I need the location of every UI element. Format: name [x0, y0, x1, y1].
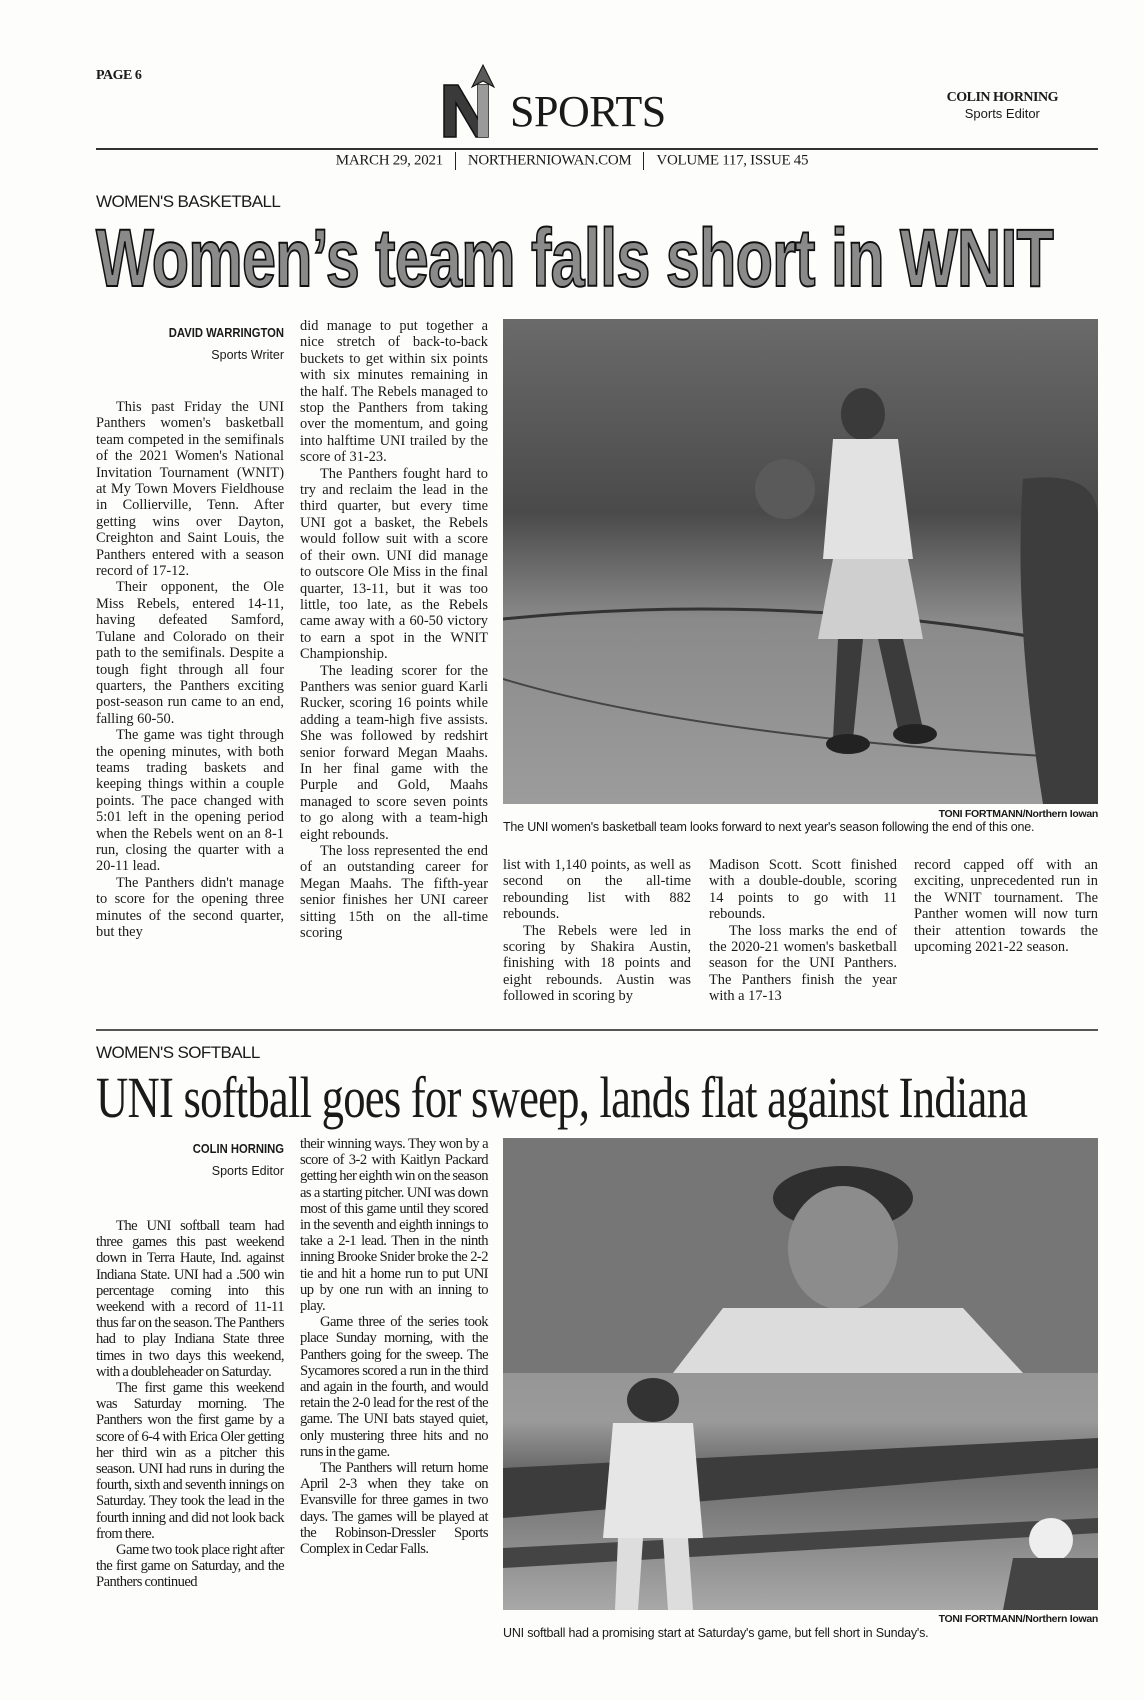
paragraph: Game two took place right after the first game on Saturday, and the Panthers continued [96, 1542, 284, 1591]
paragraph: The first game this weekend was Saturday morning. The Panthers won the first game by a score of 6-4 with Erica Oler getting her third win as a pitcher this season. UNI had runs in during the fourth, sixth and seventh innings on Saturday. They took the lead in the fourth inning and did not look back from there. [96, 1380, 284, 1542]
volume-issue: VOLUME 117, ISSUE 45 [656, 152, 809, 169]
basketball-column-5 [914, 857, 1098, 955]
paragraph: The loss represented the end of an outstanding career for Megan Maahs. The fifth-year senior finishes her UNI career sitting 15th on the all-time scoring [300, 843, 488, 942]
northern-iowan-logo [442, 63, 502, 139]
website-link[interactable]: NORTHERNIOWAN.COM [467, 152, 632, 169]
dateline [0, 152, 1144, 170]
paragraph: The game was tight through the opening minutes, with both teams trading baskets and keeping things within a couple points. The pace changed with 5:01 left in the opening period when the Rebels went on an 8-1 run, closing the quarter with a 20-11 lead. [96, 727, 284, 875]
paragraph: list with 1,140 points, as well as second on the all-time rebounding list with 882 rebounds. [503, 857, 691, 923]
softball-headline: UNI softball goes for sweep, lands flat against Indiana [96, 1065, 1028, 1130]
divider [643, 152, 644, 170]
issue-date: MARCH 29, 2021 [335, 152, 443, 169]
page-number: PAGE 6 [96, 68, 142, 83]
author-role: Sports Writer [211, 348, 284, 362]
basketball-column-3 [503, 857, 691, 1005]
paragraph: This past Friday the UNI Panthers women's basketball team competed in the semifinals of the 2021 Women's National Invitation Tournament (WNIT) at My Town Movers Fieldhouse in Collierville, Tenn. After getting wins over Dayton, Creighton and Saint Louis, the Panthers entered with a season record of 17-12. [96, 399, 284, 580]
section-divider [96, 1029, 1098, 1031]
basketball-photo-credit: TONI FORTMANN/Northern Iowan [938, 808, 1098, 820]
softball-byline [96, 1142, 284, 1178]
editor-role: Sports Editor [964, 106, 1040, 121]
basketball-photo [503, 319, 1098, 804]
basketball-column-2 [300, 318, 488, 941]
divider [455, 152, 456, 170]
softball-player-image [503, 1138, 1098, 1610]
section-editor [947, 90, 1058, 121]
basketball-player-image [503, 319, 1098, 804]
softball-kicker: WOMEN'S SOFTBALL [96, 1043, 260, 1062]
paragraph: The Rebels were led in scoring by Shakira Austin, finishing with 18 points and eight rebounds. Austin was followed in scoring by [503, 922, 691, 1005]
editor-name: COLIN HORNING [946, 90, 1058, 105]
paragraph: Madison Scott. Scott finished with a double-double, scoring 14 points to go with 11 rebounds. [709, 857, 897, 923]
paragraph: The Panthers will return home April 2-3 when they take on Evansville for three games in two days. The games will be played at the Robinson-Dressler Sports Complex in Cedar Falls. [300, 1460, 488, 1558]
basketball-kicker: WOMEN'S BASKETBALL [96, 192, 281, 211]
paragraph: record capped off with an exciting, unprecedented run in the WNIT tournament. The Panther women will now turn their attention towards the upcoming 2021-22 season. [914, 857, 1098, 956]
author-name: COLIN HORNING [192, 1142, 284, 1156]
basketball-byline [96, 326, 284, 362]
paragraph: The leading scorer for the Panthers was senior guard Karli Rucker, scoring 16 points while adding a team-high five assists. She was followed by redshirt senior forward Megan Maahs. In her final game with the Purple and Gold, Maahs managed to score seven points to go along with a team-high eight rebounds. [300, 662, 488, 843]
paragraph: their winning ways. They won by a score of 3-2 with Kaitlyn Packard getting her eighth win on the season as a starting pitcher. UNI was down most of this game until they scored in the seventh and eighth innings to take a 2-1 lead. Then in the ninth inning Brooke Snider broke the 2-2 tie and hit a home run to put UNI up by one run with an inning to play. [300, 1136, 488, 1315]
softball-photo [503, 1138, 1098, 1610]
softball-column-1 [96, 1218, 284, 1591]
softball-photo-caption: UNI softball had a promising start at Saturday's game, but fell short in Sunday's. [503, 1626, 929, 1640]
paragraph: Their opponent, the Ole Miss Rebels, entered 14-11, having defeated Samford, Tulane and Colorado on their path to the semifinals. Despite a tough fight through all four quarters, the Panthers exciting post-season run came to an end, falling 60-50. [96, 579, 284, 727]
paragraph: The UNI softball team had three games this past weekend down in Terra Haute, Ind. against Indiana State. UNI had a .500 win percentage coming into this weekend with a record of 11-11 thus far on the season. The Panthers had to play Indiana State three times in two days this weekend, with a doubleheader on Saturday. [96, 1218, 284, 1380]
softball-photo-credit: TONI FORTMANN/Northern Iowan [938, 1613, 1098, 1625]
masthead-rule [96, 148, 1098, 150]
paragraph: Game three of the series took place Sunday morning, with the Panthers going for the sweep. The Sycamores scored a run in the third and again in the fourth, and would retain the 2-0 lead for the rest of the game. The UNI bats stayed quiet, only mustering three hits and no runs in the game. [300, 1314, 488, 1460]
basketball-headline: Women’s team falls short in WNIT [96, 213, 1054, 304]
basketball-column-4 [709, 857, 897, 1005]
author-name: DAVID WARRINGTON [168, 326, 284, 340]
basketball-column-1 [96, 399, 284, 940]
paragraph: The Panthers fought hard to try and reclaim the lead in the third quarter, but every time UNI got a basket, the Rebels would follow suit with a score of their own. UNI did manage to outscore Ole Miss in the final quarter, 13-11, but it was too little, too late, as the Rebels came away with a 60-50 victory to earn a spot in the WNIT Championship. [300, 465, 488, 663]
paragraph: The loss marks the end of the 2020-21 women's basketball season for the UNI Panthers. The Panthers finish the year with a 17-13 [709, 922, 897, 1005]
paragraph: The Panthers didn't manage to score for the opening three minutes of the second quarter, but they [96, 874, 284, 940]
basketball-photo-caption: The UNI women's basketball team looks forward to next year's season following the end of this one. [503, 820, 1035, 834]
paragraph: did manage to put together a nice stretch of back-to-back buckets to get within six points with six minutes remaining in the half. The Rebels managed to stop the Panthers from taking over the momentum, and going into halftime UNI trailed by the score of 31-23. [300, 318, 488, 466]
section-title: SPORTS [510, 87, 666, 136]
softball-column-2 [300, 1136, 488, 1557]
author-role: Sports Editor [211, 1164, 284, 1178]
